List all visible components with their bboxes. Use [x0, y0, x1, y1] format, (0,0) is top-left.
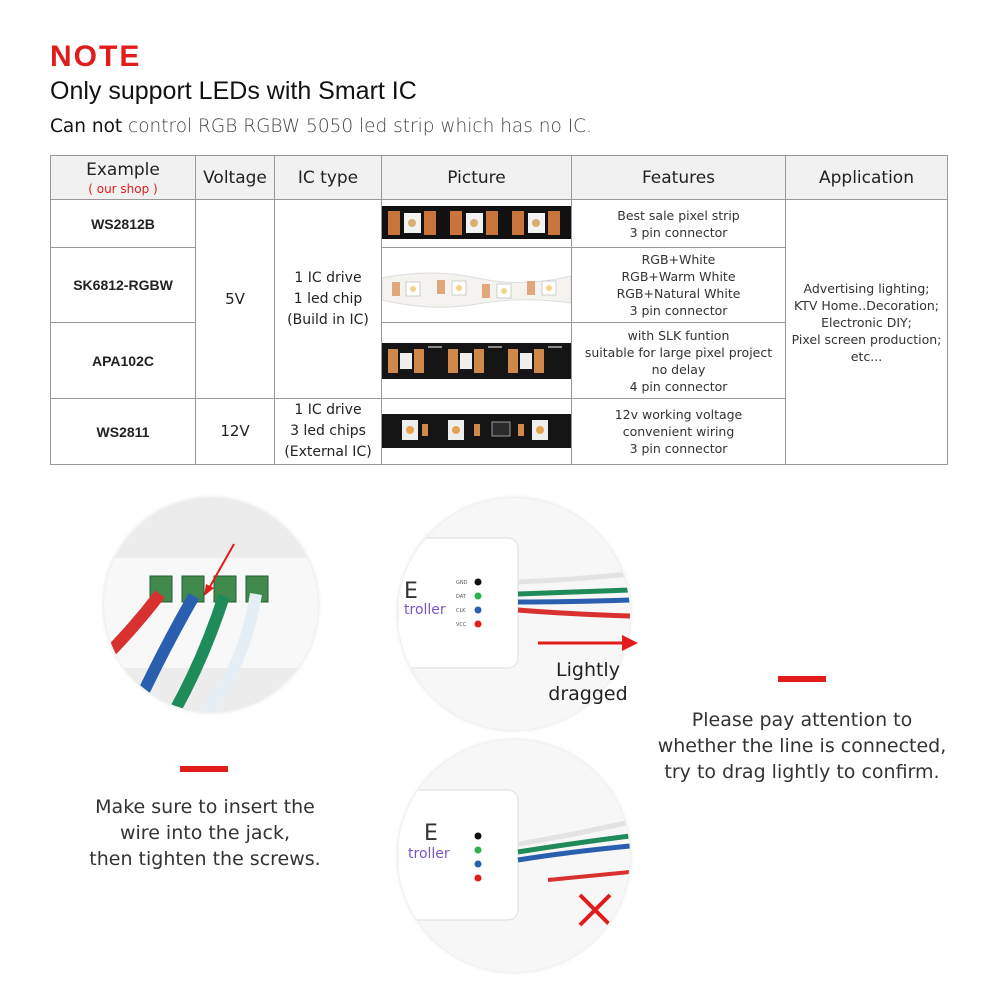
- left-caption-line-3: then tighten the screws.: [89, 848, 321, 870]
- feature-line: 12v working voltage: [614, 407, 743, 422]
- left-caption: [60, 794, 350, 872]
- ic-12v-line-1: 1 IC drive: [294, 402, 362, 418]
- right-caption-line-1: Please pay attention to: [691, 709, 913, 731]
- drag-label: [540, 658, 636, 706]
- subline-rest: control RGB RGBW 5050 led strip which has no IC.: [122, 116, 592, 137]
- row-name-sk6812: SK6812-RGBW: [51, 248, 196, 323]
- note-title: NOTE: [50, 40, 142, 73]
- controller-disconnected-illustration: [398, 740, 630, 972]
- strip-image-apa102c: [382, 323, 571, 398]
- right-caption: [640, 707, 964, 785]
- right-caption-line-2: whether the line is connected,: [657, 735, 947, 757]
- subline-strong: Can not: [50, 116, 123, 137]
- ic-5v-line-2: 1 led chip: [293, 290, 363, 307]
- drag-label-line-1: Lightly: [556, 659, 620, 681]
- drag-arrow-icon: [538, 632, 638, 654]
- picture-ws2811: [382, 399, 572, 464]
- strip-image-ws2811: [382, 400, 571, 464]
- ic-12v-line-2: 3 led chips: [290, 423, 366, 439]
- voltage-12v: 12V: [196, 399, 275, 464]
- row-name-ws2812b: WS2812B: [51, 200, 196, 248]
- header-example-sub: ( our shop ): [88, 181, 158, 196]
- header-example-label: Example: [86, 159, 160, 180]
- feature-line: 4 pin connector: [629, 378, 728, 394]
- features-ws2811: [572, 399, 786, 464]
- headline: Only support LEDs with Smart IC: [50, 77, 417, 105]
- controller-text: troller: [404, 602, 446, 618]
- controller-letter: E: [404, 579, 418, 604]
- strip-image-sk6812: [382, 248, 571, 322]
- features-ws2812b: [572, 200, 786, 248]
- wire-jack-illustration: [104, 498, 318, 712]
- row-name-ws2811: WS2811: [51, 399, 196, 464]
- feature-line: 3 pin connector: [629, 224, 728, 240]
- application-line: Advertising lighting;: [803, 281, 930, 296]
- wire-jack-photo: [104, 498, 318, 712]
- application-line: KTV Home..Decoration;: [793, 298, 940, 313]
- header-voltage: Voltage: [196, 156, 275, 200]
- pin-label-dat: DAT: [456, 594, 466, 600]
- left-caption-line-1: Make sure to insert the: [95, 796, 315, 818]
- controller-letter: E: [424, 821, 438, 846]
- drag-label-line-2: dragged: [548, 683, 628, 705]
- feature-line: 3 pin connector: [629, 303, 728, 318]
- strip-image-ws2812b: [382, 200, 571, 247]
- pin-label-gnd: GND: [456, 580, 468, 586]
- voltage-5v: 5V: [196, 200, 275, 399]
- application-line: Pixel screen production;: [791, 332, 942, 347]
- feature-line: 3 pin connector: [629, 441, 728, 456]
- controller-text: troller: [408, 846, 450, 862]
- header-picture: Picture: [382, 156, 572, 200]
- feature-line: RGB+Natural White: [616, 286, 741, 301]
- header-features: Features: [572, 156, 786, 200]
- feature-line: convenient wiring: [622, 424, 735, 439]
- pin-label-clk: CLK: [456, 608, 466, 614]
- header-application: Application: [786, 156, 947, 200]
- picture-sk6812: [382, 248, 572, 323]
- application-line: etc...: [850, 349, 883, 364]
- left-red-dash: [180, 766, 228, 772]
- ic-5v-line-1: 1 IC drive: [294, 269, 362, 286]
- right-caption-line-3: try to drag lightly to confirm.: [664, 761, 940, 783]
- controller-disconnected-photo: [398, 740, 630, 972]
- header-example: [51, 156, 196, 200]
- picture-apa102c: [382, 323, 572, 399]
- ic-12v-line-3: (External IC): [284, 444, 372, 460]
- application-cell: [786, 200, 947, 464]
- feature-line: RGB+Warm White: [621, 269, 736, 284]
- features-sk6812: [572, 248, 786, 323]
- feature-line: RGB+White: [641, 252, 716, 267]
- features-apa102c: [572, 323, 786, 399]
- led-comparison-table: [50, 155, 948, 465]
- feature-line: no delay: [651, 361, 706, 377]
- right-red-dash: [778, 676, 826, 682]
- feature-line: Best sale pixel strip: [617, 207, 740, 223]
- subline: [50, 116, 592, 137]
- feature-line: with SLK funtion: [627, 327, 730, 343]
- feature-line: suitable for large pixel project: [584, 344, 773, 360]
- ic-type-5v: [275, 200, 382, 399]
- row-name-apa102c: APA102C: [51, 323, 196, 399]
- picture-ws2812b: [382, 200, 572, 248]
- application-line: Electronic DIY;: [821, 315, 912, 330]
- ic-type-12v: [275, 399, 382, 464]
- header-ic-type: IC type: [275, 156, 382, 200]
- pin-label-vcc: VCC: [456, 622, 467, 628]
- left-caption-line-2: wire into the jack,: [119, 822, 290, 844]
- ic-5v-line-3: (Build in IC): [287, 311, 369, 328]
